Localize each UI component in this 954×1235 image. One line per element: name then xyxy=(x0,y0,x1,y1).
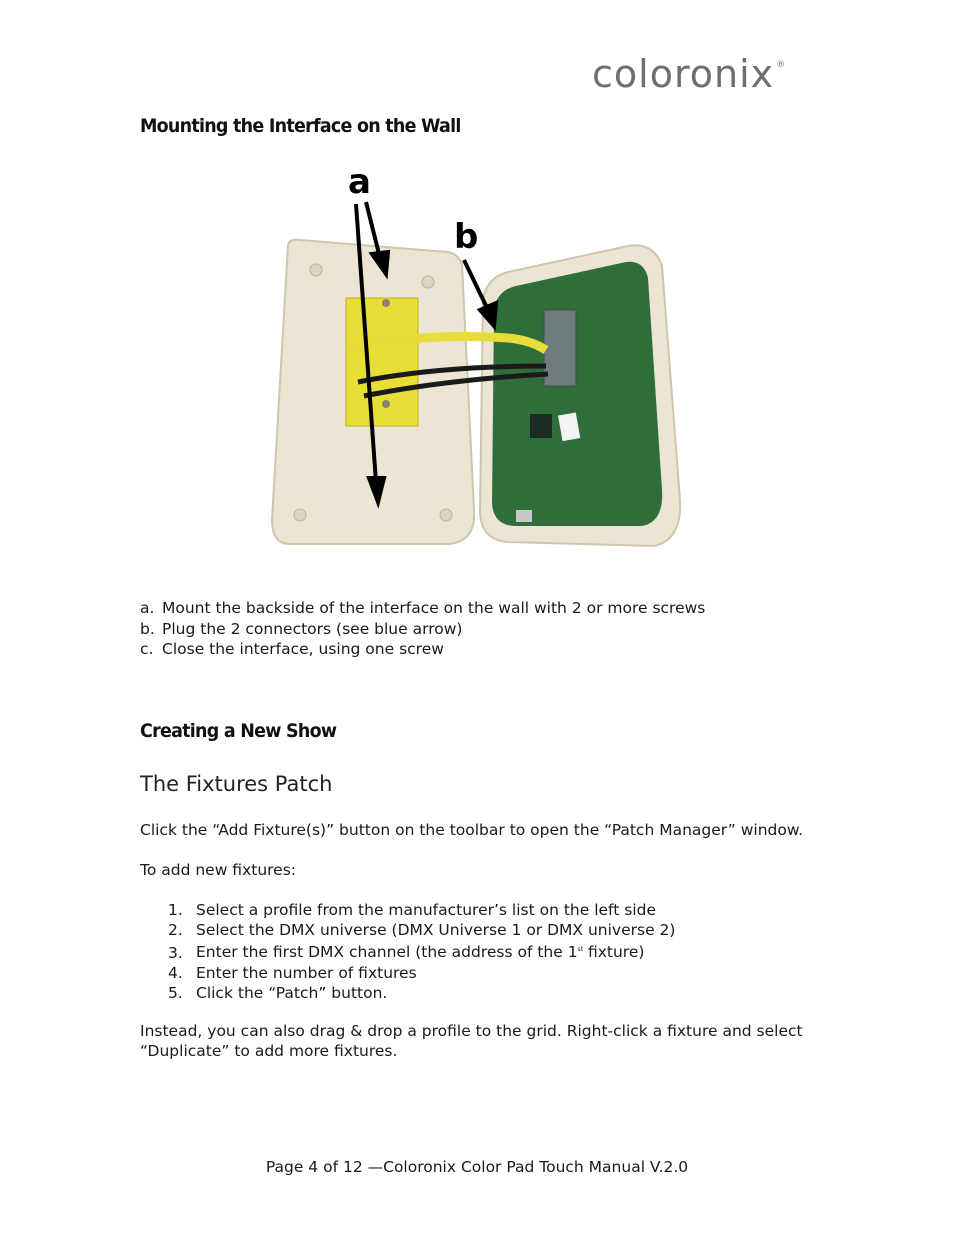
patch-steps xyxy=(168,900,675,1003)
screw-bottom xyxy=(382,400,390,408)
step-marker: a. xyxy=(140,599,155,617)
mount-hole-3 xyxy=(294,509,306,521)
list-item xyxy=(168,900,675,920)
mount-hole-1 xyxy=(310,264,322,276)
connector-usb xyxy=(516,510,532,522)
chip-1 xyxy=(530,414,552,438)
mount-hole-2 xyxy=(422,276,434,288)
mount-hole-4 xyxy=(440,509,452,521)
section-title-new-show: Creating a New Show xyxy=(140,720,337,742)
subsection-title: The Fixtures Patch xyxy=(140,772,333,796)
step-marker: b. xyxy=(140,619,155,638)
step-marker: 5. xyxy=(168,983,183,1002)
superscript: st xyxy=(577,946,584,954)
figure-label-a: a xyxy=(348,162,371,202)
step-marker: 4. xyxy=(168,963,183,982)
step-marker: 3. xyxy=(168,943,183,962)
list-item xyxy=(168,963,675,983)
list-item xyxy=(140,639,705,660)
step-marker: 1. xyxy=(168,901,183,919)
figure-label-b: b xyxy=(454,217,479,257)
step-text: Mount the backside of the interface on the wall with 2 or more screws xyxy=(162,599,706,617)
wall-box xyxy=(346,298,418,426)
step-text: Enter the number of fixtures xyxy=(196,963,417,982)
step-text: Plug the 2 connectors (see blue arrow) xyxy=(162,619,463,638)
step-text: Close the interface, using one screw xyxy=(162,640,444,658)
step-text: Select the DMX universe (DMX Universe 1 or DMX universe 2) xyxy=(196,921,676,940)
logo-text: coloronix xyxy=(592,52,775,96)
step-text-after: fixture) xyxy=(583,943,645,962)
mounting-steps xyxy=(140,598,705,660)
list-item xyxy=(168,940,675,962)
screw-top xyxy=(382,299,390,307)
list-item xyxy=(140,598,705,619)
section-title-mounting: Mounting the Interface on the Wall xyxy=(140,115,461,137)
intro-paragraph: Click the “Add Fixture(s)” button on the toolbar to open the “Patch Manager” window. xyxy=(140,821,804,839)
list-item xyxy=(140,619,705,640)
list-item xyxy=(168,983,675,1003)
page-footer: Page 4 of 12 —Coloronix Color Pad Touch Manual V.2.0 xyxy=(265,1158,689,1176)
lead-paragraph: To add new fixtures: xyxy=(140,861,297,879)
interface-mounting-photo xyxy=(268,160,688,555)
step-marker: c. xyxy=(140,640,154,658)
registered-mark: ® xyxy=(776,60,787,70)
step-text: Click the “Patch” button. xyxy=(196,983,388,1002)
step-text: Select a profile from the manufacturer’s list on the left side xyxy=(196,901,656,919)
step-text-before: Enter the first DMX channel (the address of the 1 xyxy=(196,943,578,962)
closing-line-1: Instead, you can also drag & drop a profile to the grid. Right-click a fixture and select xyxy=(140,1022,803,1040)
closing-line-2: “Duplicate” to add more fixtures. xyxy=(140,1042,398,1060)
brand-logo xyxy=(592,52,786,96)
circuit-board xyxy=(492,262,662,526)
list-item xyxy=(168,920,675,940)
step-marker: 2. xyxy=(168,921,183,940)
terminal-block xyxy=(544,310,576,386)
